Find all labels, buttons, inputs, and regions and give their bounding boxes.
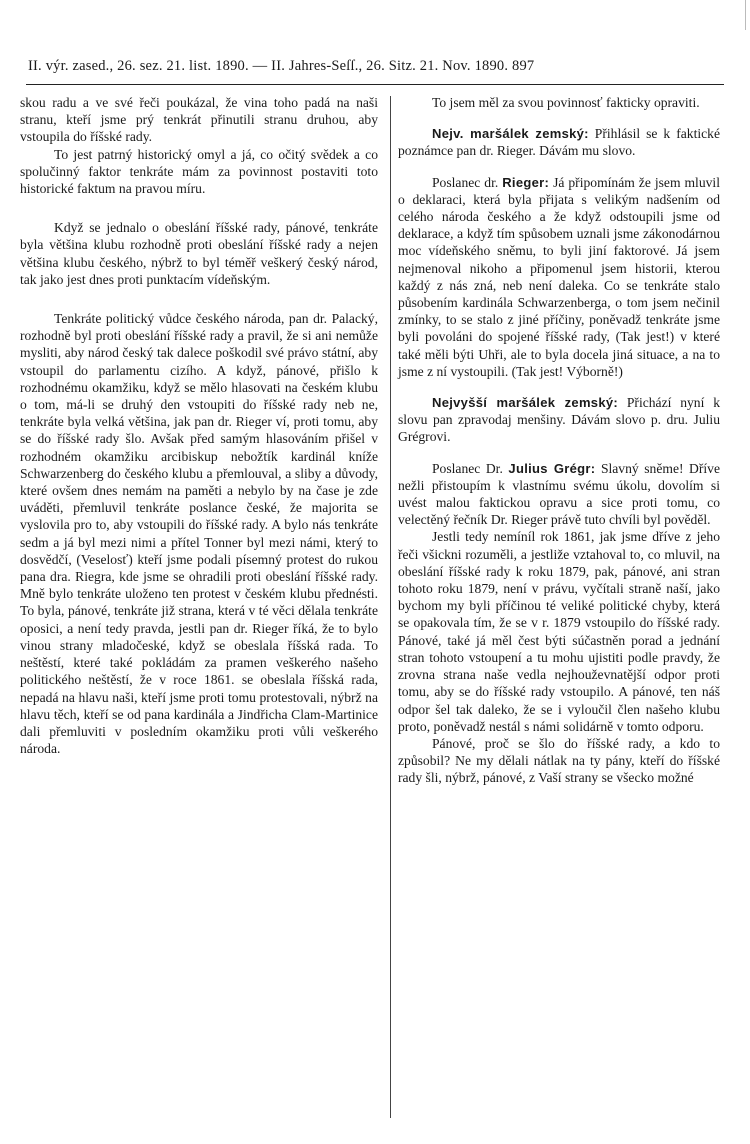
paragraph: Tenkráte politický vůdce českého národa, pan dr. Palacký, rozhodně byl proti obeslání říšské rady a pravil, že si ani nemůže mysliti, aby národ český tak dalece poškodil své právo státní, aby vstoupil do parlamentu cizího. A když, pánové, přišlo k rozhodnému okamžiku, když se mělo hlasovati na českém klubu o tom, má-li se druhý den vstoupiti do říšské rady neb ne, tenkráte byla velká většina, jak pan dr. Rieger ví, proti tomu, aby se do říšské rady šlo. Avšak před samým hlasováním přišel v rozhodném okamžiku arcibiskup nebožtík kardinál kníže Schwarzenberg do českého klubu a přemlouval, a sliby a důvody, které ovšem dnes nemám na paměti a nebylo by na čase je zde uváděti, přemluvil tenkráte poslance české, že majorita se vyslovila pro to, aby vstoupili do říšské rady. A bylo nás tenkráte sedm a já byl mezi nimi a přítel Tonner byl mezi námi, který to dosvědčí, (Veselosť) kteří jsme podali písemný protest do rukou pana dra. Riegra, kde jsme se ohradili proti obeslání říšské rady. Mně bylo tenkráte uloženo ten protest v českém klubu přednésti. To byla, pánové, tenkráte již strana, která v té věci dělala tenkráte oposici, a není tedy pravda, jestli pan dr. Rieger říká, že to bylo vinou strany mladočeské, když se obeslala říšská rada. To neštěstí, které také pokládám za pramen veškerého našeho politického neštěstí, že v roce 1861. se obeslala říšská rada, nepadá na hlavu naši, kteří jsme proti tomu protestovali, nýbrž na hlavu těch, kteří se od pana kardinála a Jindřicha Clam-Martinice dali přemluviti v posledním okamžiku proti vůli veškerého národa. xyxy=(20,311,378,757)
right-column xyxy=(398,94,720,787)
paragraph: To jsem měl za svou povinnosť fakticky opraviti. xyxy=(432,95,700,110)
speech-paragraph xyxy=(398,460,720,529)
speech-paragraph xyxy=(398,174,720,380)
speaker-name: Nejvyšší maršálek zemský: xyxy=(432,395,619,411)
paragraph: To jest patrný historický omyl a já, co očitý svědek a co spolučinný faktor tenkráte mám za povinnost postaviti toto historické faktum na pravou míru. xyxy=(20,146,378,197)
paragraph: Jestli tedy nemíníl rok 1861, jak jsme dříve z jeho řeči všickni rozuměli, a jestliže vztahoval to, co mluvil, na obeslání říšské rady k roku 1879, pak, pánové, ani stran tohoto roku 1879, není v právu, vyčítali straně naší, jako bychom my byli příčinou té veliké politické chyby, která se opakovala tím, že se v r. 1879 vstoupilo do říšské rady. Pánové, také já měl čest býti súčastněn porad a jednání stran tohoto vstoupení a tu mohu ujistiti podle pravdy, že zrovna strana naše vedla nejhouževnatější odpor proti tomu, aby se do říšské rady vstoupilo. A pánové, ten náš odpor šel tak daleko, že se i vyloučil člen našeho klubu proto, poněvadž nestál s námi solidárně v tomto odporu. xyxy=(398,529,720,734)
speech-paragraph xyxy=(398,394,720,446)
column-divider xyxy=(390,96,391,1118)
speech-text: Já připomínám že jsem mluvil o deklaraci, která byla přijata s velikým nadšením od celého národa českého a že když odstoupili jsme od deklarace, a když tím spůsobem uznali jsme zákonodárnou moc vídeňského sněmu, to byli jiní faktorové. Já jsem nejmenoval nikoho a připomenul jsem historii, kterou každý z nás zná, neb není daleka. Co se tenkráte stalo působením kardinála Schwarzenberga, o tom jsem nečinil zmínky, to se stalo z jiné příčiny, poněvadž tenkráte jsme byli povoláni do spojené říšské rady, (Tak jest!) v které také měli býti Uhři, ale to byla docela jiná situace, a na to jsme z ní vystoupili. (Tak jest! Výborně!) xyxy=(398,174,720,379)
speech-intro: Poslanec dr. xyxy=(432,174,503,190)
speech-text: Slavný sněme! Dříve nežli přistoupím k vlastnímu svému úkolu, dovolím si uvést malou faktickou opravu a sice proti tomu, co velectěný řečník Dr. Rieger právě tuto chvíli byl pověděl. xyxy=(398,460,720,528)
speech-text: Přichází nyní k slovu pan zpravodaj menšiny. Dávám slovo p. dru. Juliu Grégrovi. xyxy=(398,395,720,445)
speech-intro: Poslanec Dr. xyxy=(432,460,509,476)
speech-paragraph xyxy=(398,125,720,159)
paragraph: Když se jednalo o obeslání říšské rady, pánové, tenkráte byla většina klubu rozhodně proti obeslání říšské rady a nejen většina klubu českého, nýbrž to byl téměř veškerý český národ, tak jako jest dnes proti punktacím vídeňským. xyxy=(20,220,378,287)
page-edge-mark xyxy=(735,0,746,30)
speaker-name: Nejv. maršálek zemský: xyxy=(432,126,589,142)
paragraph: Pánové, proč se šlo do říšské rady, a kdo to způsobil? Ne my dělali nátlak na ty pány, kteří do říšské rady šli, nýbrž, pánové, z Vaší strany se všecko možné xyxy=(398,735,720,786)
page-header: II. výr. zased., 26. sez. 21. list. 1890. — II. Jahres-Seſſ., 26. Sitz. 21. Nov. 1890. 897 xyxy=(28,58,535,74)
left-column xyxy=(20,94,378,757)
speech-text: Přihlásil se k faktické poznámce pan dr. Rieger. Dávám mu slovo. xyxy=(398,126,720,159)
header-rule xyxy=(26,84,724,85)
paragraph: skou radu a ve své řeči poukázal, že vina toho padá na naši stranu, kteří jsme prý tenkrát přinutili stranu druhou, aby vstoupila do říšské rady. xyxy=(20,95,378,145)
speaker-name: Julius Grégr: xyxy=(508,460,596,476)
speaker-name: Rieger: xyxy=(502,174,550,190)
